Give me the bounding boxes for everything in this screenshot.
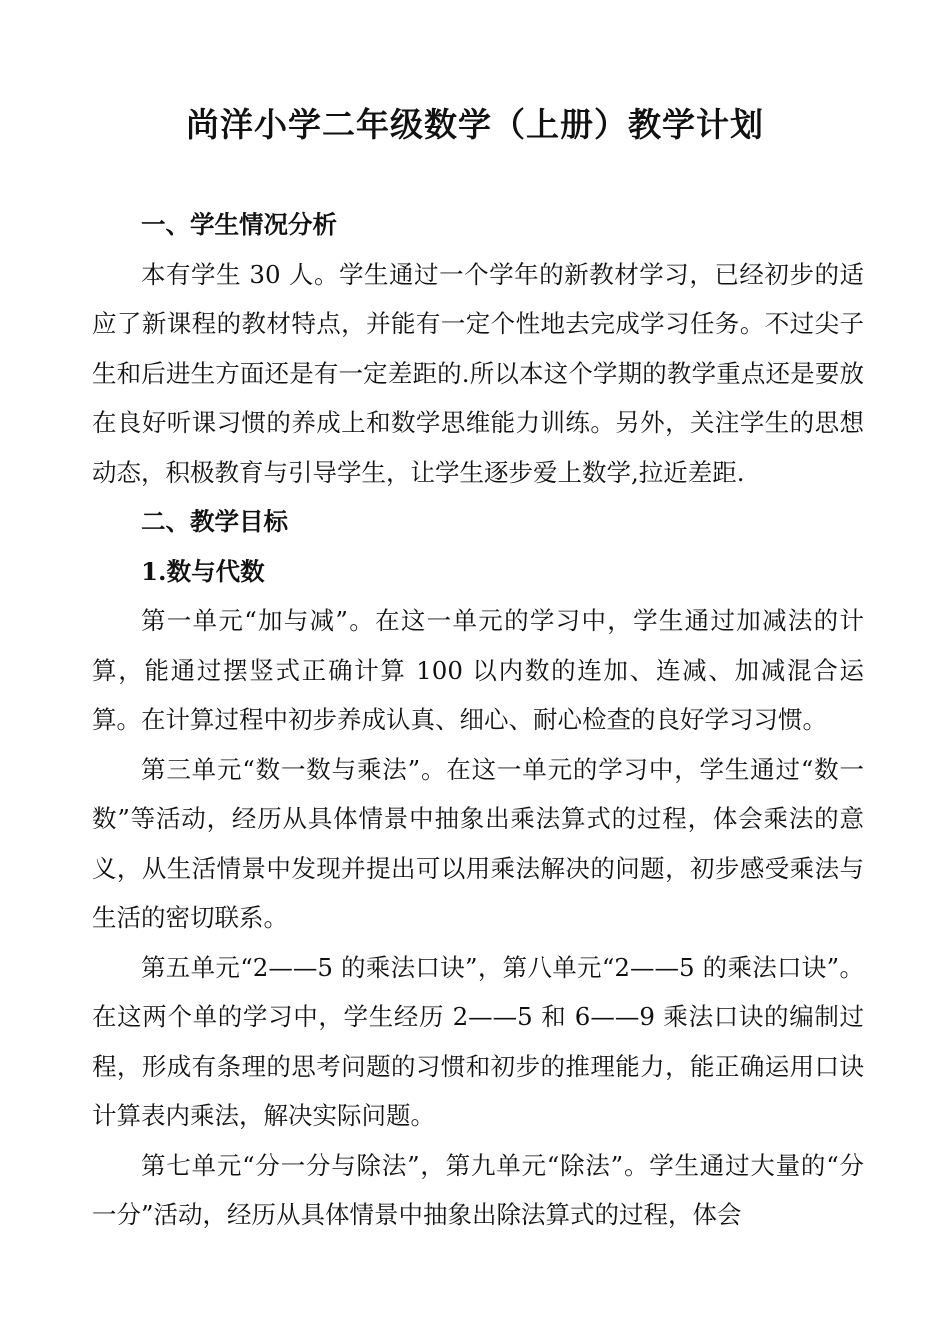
paragraph-unit-5-8: 第五单元“2——5 的乘法口诀”，第八单元“2——5 的乘法口诀”。在这两个单的学习中，学生经历 2——5 和 6——9 乘法口诀的编制过程，形成有条理的思考问题的习惯和初步的推理能力，能正确运用口诀计算表内乘法，解决实际问题。 <box>92 952 864 1130</box>
subheading-number-algebra: 1.数与代数 <box>141 556 265 586</box>
section-heading-student-analysis: 一、学生情况分析 <box>141 210 337 239</box>
document-title: 尚洋小学二年级数学（上册）教学计划 <box>186 105 764 144</box>
paragraph-student-analysis: 本有学生 30 人。学生通过一个学年的新教材学习，已经初步的适应了新课程的教材特点，并能有一定个性地去完成学习任务。不过尖子生和后进生方面还是有一定差距的.所以本这个学期的教学重点还是要放在良好听课习惯的养成上和数学思维能力训练。另外，关注学生的思想动态，积极教育与引导学生，让学生逐步爱上数学,拉近差距. <box>92 259 864 487</box>
paragraph-unit-1: 第一单元“加与减”。在这一单元的学习中，学生通过加减法的计算，能通过摆竖式正确计算 100 以内数的连加、连减、加减混合运算。在计算过程中初步养成认真、细心、耐心检查的良好学习习惯。 <box>92 606 864 734</box>
paragraph-unit-7-9: 第七单元“分一分与除法”，第九单元“除法”。学生通过大量的“分一分”活动，经历从具体情景中抽象出除法算式的过程，体会 <box>92 1150 864 1229</box>
section-heading-teaching-goals: 二、教学目标 <box>141 507 288 536</box>
paragraph-unit-3: 第三单元“数一数与乘法”。在这一单元的学习中，学生通过“数一数”等活动，经历从具体情景中抽象出乘法算式的过程，体会乘法的意义，从生活情景中发现并提出可以用乘法解决的问题，初步感受乘法与生活的密切联系。 <box>92 754 864 932</box>
document-body <box>92 200 864 1240</box>
